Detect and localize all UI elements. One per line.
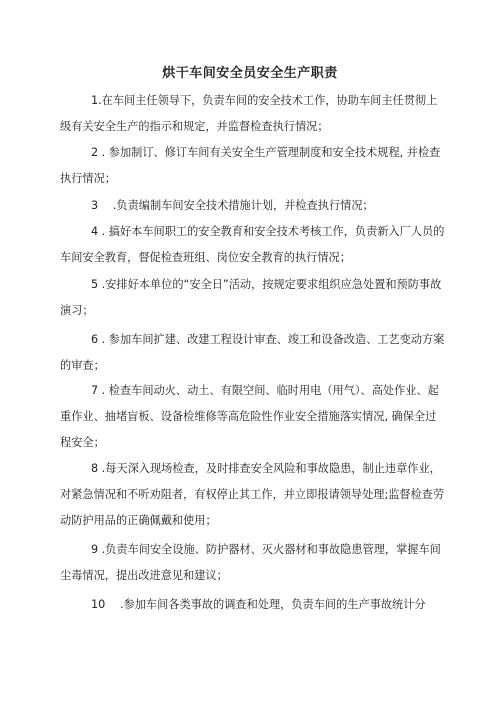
paragraph-9: 9 .负责车间安全设施、防护器材、灭火器材和事故隐患管理，掌握车间尘毒情况，提出改进意见和建议； (60, 543, 441, 582)
paragraph-2: 2 . 参加制订、修订车间有关安全生产管理制度和安全技术规程, 并检查执行情况； (60, 146, 441, 185)
paragraph-7: 7 . 检查车间动火、动土、有限空间、临时用电（用气）、高处作业、起重作业、抽堵盲板、设备检维修等高危险性作业安全措施落实情况, 确保全过程安全； (60, 384, 439, 449)
paragraph-6: 6 . 参加车间扩建、改建工程设计审查、竣工和设备改造、工艺变动方案的审查； (60, 333, 445, 372)
paragraph-4: 4 . 搞好本车间职工的安全教育和安全技术考核工作，负责新入厂人员的车间安全教育，督促检查班组、岗位安全教育的执行情况； (60, 225, 445, 264)
paragraph-8: 8 .每天深入现场检查，及时排查安全风险和事故隐患，制止违章作业，对紧急情况和不听劝阻者，有权停止其工作，并立即报请领导处理;监督检查劳动防护用品的正确佩戴和使用； (60, 462, 445, 527)
paragraph-3: 3 .负责编制车间安全技术措施计划，并检查执行情况； (91, 199, 374, 212)
document-title: 烘干车间安全员安全生产职责 (162, 66, 338, 81)
paragraph-1: 1.在车间主任领导下，负责车间的安全技术工作，协助车间主任贯彻上级有关安全生产的指示和规定，并监督检查执行情况； (60, 94, 438, 133)
paragraph-5: 5 .安排好本单位的“安全日”活动，按规定要求组织应急处置和预防事故演习； (60, 278, 442, 317)
paragraph-10: 10 .参加车间各类事故的调查和处理，负责车间的生产事故统计分 (91, 598, 426, 611)
